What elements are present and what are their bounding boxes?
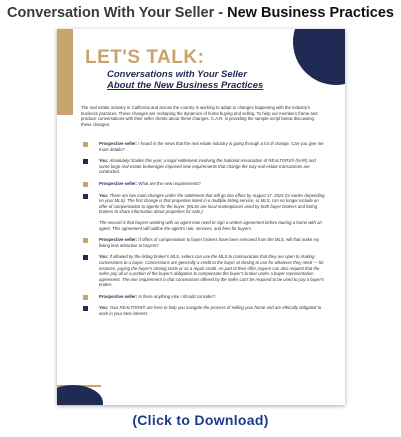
list-item xyxy=(81,141,327,152)
speaker-label: You: xyxy=(99,305,109,311)
item-text: If allowed by the listing broker's MLS, sellers can use the MLS to communicate that they are open to making concessions to a buyer. Concessions are generally a credit to the buyer at closing to use for whatever they need — for instance, paying the buyer's closing costs or as a repair credit. As part of their offer, buyers can also request that the seller pay all or a portion of the buyer's obligation to compensate the buyer's broker under a buyer representation agreement. The one requirement is that concessions offered by the seller can't be required to be used to pay a buyer's broker. xyxy=(99,254,324,288)
list-item xyxy=(81,193,327,232)
item-text: I heard in the news that the real estate industry is going through a lot of change. Can you give me more details? xyxy=(99,141,324,152)
square-bullet-icon xyxy=(83,306,88,311)
square-bullet-icon xyxy=(83,142,88,147)
speaker-label: You: xyxy=(99,192,109,198)
list-item xyxy=(81,294,327,300)
item-text: There are two main changes under the settlement that will go into effect by August 17, 2024 (or earlier depending on your MLS). The first change is that properties listed in a multiple listing service, or MLS, can no longer include an offer of compensation to agents for the buyer. (MLSs are local marketplaces used by both buyer brokers and listing brokers to share information about properties for sale.) xyxy=(99,192,325,215)
list-item xyxy=(81,305,327,316)
tan-accent-block xyxy=(57,29,73,115)
list-item xyxy=(81,254,327,288)
lets-talk-title: LET'S TALK: xyxy=(85,47,205,68)
download-link[interactable]: (Click to Download) xyxy=(132,412,269,428)
intro-paragraph: The real estate industry in California and across the country is working to adapt to changes happening with the industry's business practices. These changes are reshaping the dynamics of home buying and selling. To help our members frame and produce conversations with their seller clients about these changes, C.A.R. is providing the sample script below discussing these changes: xyxy=(81,105,318,127)
item-text: If offers of compensation to buyer brokers have been removed from the MLS, will that make my listing less attractive to buyers? xyxy=(99,237,320,248)
speaker-label: Prospective seller: xyxy=(99,237,138,243)
square-bullet-icon xyxy=(83,159,88,164)
item-extra-text: The second is that buyers working with an agent now need to sign a written agreement before touring a home with an agent. This agreement will outline the agent's role, services, and fees for buyers. xyxy=(99,219,322,231)
list-item xyxy=(81,237,327,248)
heading-part2: New Business Practices xyxy=(227,5,394,21)
speaker-label: You: xyxy=(99,158,109,164)
square-bullet-icon xyxy=(83,295,88,300)
item-text: Absolutely! Earlier this year, a legal settlement involving the National Association of REALTORS® (NAR) and some large real estate brokerages imposed new requirements that change the way real estate transactions are conducted. xyxy=(99,158,316,175)
subtitle-line1: Conversations with Your Seller xyxy=(107,69,247,80)
script-list xyxy=(81,141,327,323)
page-heading xyxy=(0,5,401,21)
item-text: Your REALTORS® are here to help you navigate the process of selling your home and are ethically obligated to work in your best interest. xyxy=(99,305,322,317)
subtitle-line2: About the New Business Practices xyxy=(107,80,264,91)
speaker-label: Prospective seller: xyxy=(99,180,138,186)
speaker-label: You: xyxy=(99,254,109,260)
list-item xyxy=(81,181,327,187)
square-bullet-icon xyxy=(83,238,88,243)
heading-part1: Conversation With Your Seller - xyxy=(7,5,224,21)
speaker-label: Prospective seller: xyxy=(99,141,138,146)
square-bullet-icon xyxy=(83,255,88,260)
document-subtitle xyxy=(107,69,307,91)
square-bullet-icon xyxy=(83,194,88,199)
item-text: Is there anything else I should consider? xyxy=(138,293,216,299)
list-item xyxy=(81,158,327,175)
item-text: What are the new requirements? xyxy=(138,180,201,186)
navy-accent-bottom xyxy=(57,385,103,405)
square-bullet-icon xyxy=(83,182,88,187)
speaker-label: Prospective seller: xyxy=(99,293,138,299)
document-thumbnail[interactable] xyxy=(57,29,345,405)
